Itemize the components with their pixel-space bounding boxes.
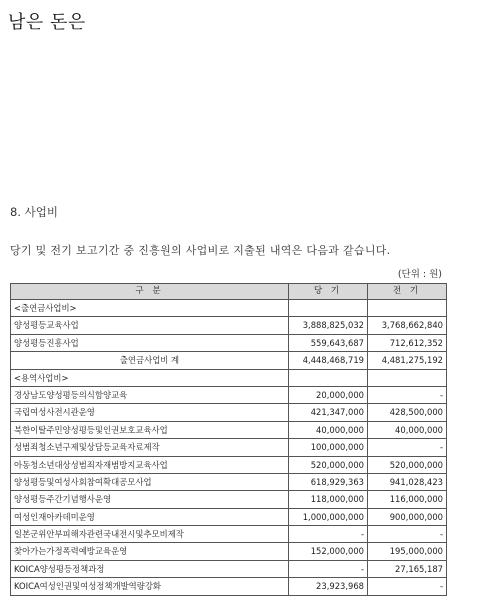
table-row: [11, 386, 447, 403]
table-row: [11, 439, 447, 456]
header-current: 당 기: [289, 284, 368, 300]
row-prior: -: [368, 526, 447, 543]
row-current: 152,000,000: [289, 543, 368, 560]
row-prior: 520,000,000: [368, 456, 447, 473]
table-row: [11, 456, 447, 473]
row-current: 421,347,000: [289, 404, 368, 421]
row-current: 3,888,825,032: [289, 317, 368, 334]
header-prior: 전 기: [368, 284, 447, 300]
row-name: 아동청소년대상성범죄자재범방지교육사업: [11, 456, 289, 473]
row-prior: 900,000,000: [368, 508, 447, 525]
business-expense-table: [10, 283, 447, 596]
unit-label: (단위 : 원): [397, 269, 442, 280]
row-name: 성범죄청소년구제및상담등교육자료제작: [11, 439, 289, 456]
row-current: 23,923,968: [289, 578, 368, 595]
table-row: [11, 508, 447, 525]
row-name: 경상남도양성평등의식함양교육: [11, 386, 289, 403]
table-row: [11, 473, 447, 490]
table-row: [11, 491, 447, 508]
row-current: 1,000,000,000: [289, 508, 368, 525]
subtotal-name: 출연금사업비 계: [11, 352, 289, 369]
page-heading: 남은 돈은: [8, 12, 86, 33]
row-prior: 428,500,000: [368, 404, 447, 421]
row-current: 20,000,000: [289, 386, 368, 403]
row-name: 양성평등교육사업: [11, 317, 289, 334]
empty-cell: [289, 300, 368, 317]
intro-text: 당기 및 전기 보고기간 중 진흥원의 사업비로 지출된 내역은 다음과 같습니다.: [10, 244, 391, 257]
group-row-contribution: [11, 300, 447, 317]
table-row: [11, 334, 447, 351]
row-name: 북한이탈주민양성평등및인권보호교육사업: [11, 421, 289, 438]
table-row: [11, 560, 447, 577]
row-name: 찾아가는가정폭력예방교육운영: [11, 543, 289, 560]
row-current: 40,000,000: [289, 421, 368, 438]
group-label: <출연금사업비>: [11, 300, 289, 317]
header-category: 구 분: [11, 284, 289, 300]
row-name: 양성평등진흥사업: [11, 334, 289, 351]
empty-cell: [289, 369, 368, 386]
row-prior: -: [368, 386, 447, 403]
row-prior: 941,028,423: [368, 473, 447, 490]
row-name: 여성인재아카데미운영: [11, 508, 289, 525]
row-prior: 712,612,352: [368, 334, 447, 351]
row-prior: -: [368, 578, 447, 595]
row-current: -: [289, 560, 368, 577]
row-current: 520,000,000: [289, 456, 368, 473]
row-prior: 195,000,000: [368, 543, 447, 560]
row-name: 양성평등주간기념행사운영: [11, 491, 289, 508]
row-name: 국립여성사전시관운영: [11, 404, 289, 421]
table-row: [11, 578, 447, 595]
subtotal-row: [11, 352, 447, 369]
table-row: [11, 421, 447, 438]
row-prior: 40,000,000: [368, 421, 447, 438]
table-body: [11, 300, 447, 596]
row-current: 100,000,000: [289, 439, 368, 456]
subtotal-prior: 4,481,275,192: [368, 352, 447, 369]
row-current: -: [289, 526, 368, 543]
row-name: KOICA양성평등정책과정: [11, 560, 289, 577]
row-name: 일본군위안부피해자관련국내전시및추모비제작: [11, 526, 289, 543]
table-header-row: [11, 284, 447, 300]
table-row: [11, 404, 447, 421]
table-row: [11, 543, 447, 560]
row-prior: 116,000,000: [368, 491, 447, 508]
row-prior: 3,768,662,840: [368, 317, 447, 334]
group-row-service: [11, 369, 447, 386]
row-current: 559,643,687: [289, 334, 368, 351]
row-name: KOICA여성인권및여성정책개발역량강화: [11, 578, 289, 595]
row-current: 618,929,363: [289, 473, 368, 490]
row-prior: -: [368, 439, 447, 456]
section-title: 8. 사업비: [10, 205, 58, 219]
table-row: [11, 317, 447, 334]
row-current: 118,000,000: [289, 491, 368, 508]
table-row: [11, 526, 447, 543]
subtotal-current: 4,448,468,719: [289, 352, 368, 369]
row-prior: 27,165,187: [368, 560, 447, 577]
empty-cell: [368, 369, 447, 386]
empty-cell: [368, 300, 447, 317]
group-label: <용역사업비>: [11, 369, 289, 386]
row-name: 양성평등및여성사회참여확대공모사업: [11, 473, 289, 490]
